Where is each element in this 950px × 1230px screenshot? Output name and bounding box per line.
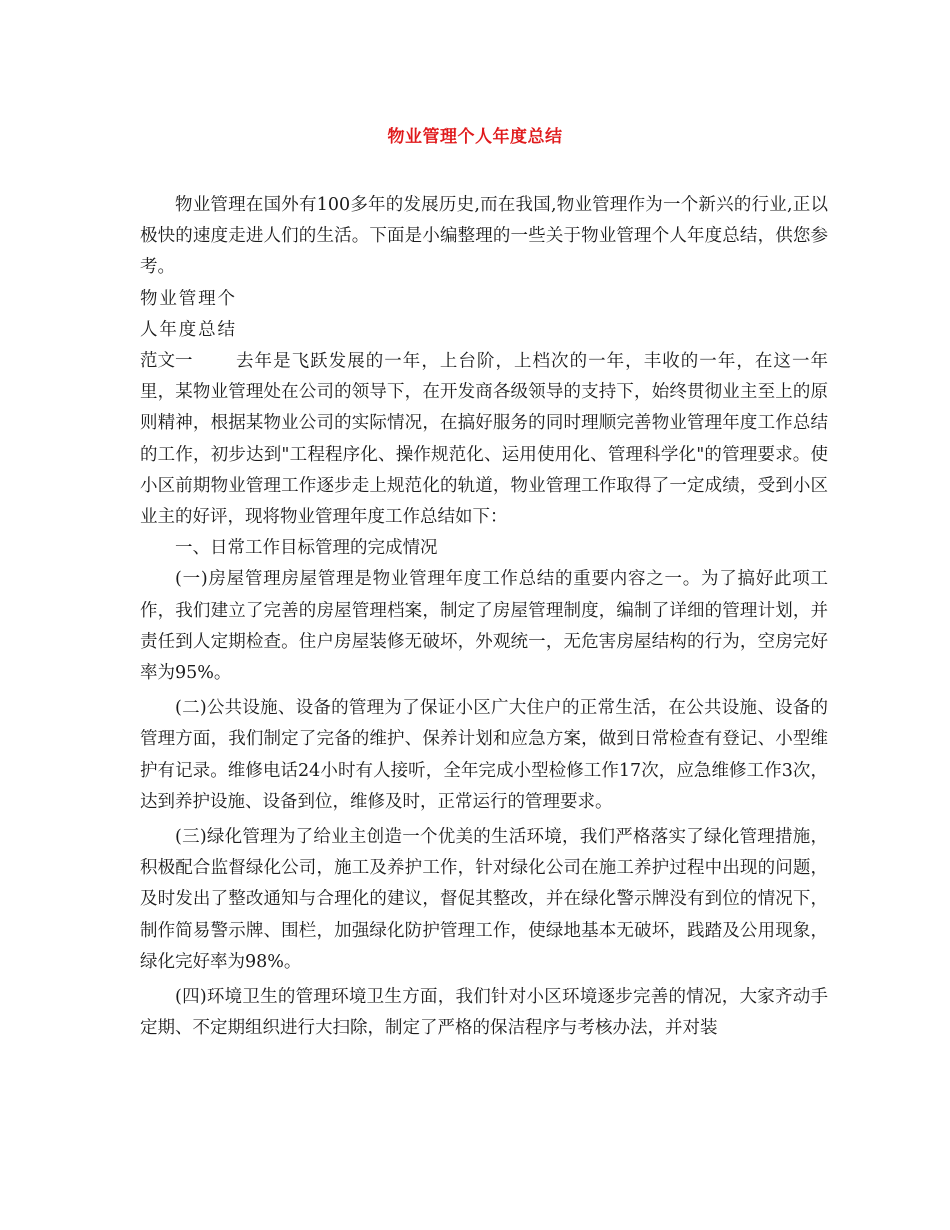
document-title: 物业管理个人年度总结 bbox=[387, 127, 563, 147]
item-paragraph-3: (三)绿化管理为了给业主创造一个优美的生活环境，我们严格落实了绿化管理措施，积极配合监督绿化公司，施工及养护工作，针对绿化公司在施工养护过程中出现的问题，及时发出了整改通知与合理化的建议，督促其整改，并在绿化警示牌没有到位的情况下，制作简易警示牌、围栏，加强绿化防护管理工作，使绿地基本无破坏，践踏及公用现象，绿化完好率为98%。 bbox=[140, 827, 828, 972]
item-paragraph-4: (四)环境卫生的管理环境卫生方面，我们针对小区环境逐步完善的情况，大家齐动手定期、不定期组织进行大扫除，制定了严格的保洁程序与考核办法，并对装 bbox=[140, 987, 828, 1039]
sample-heading: 物业管理个人年度总结范文一 bbox=[140, 288, 235, 372]
intro-paragraph: 物业管理在国外有100多年的发展历史,而在我国,物业管理作为一个新兴的行业,正以极快的速度走进人们的生活。下面是小编整理的一些关于物业管理个人年度总结，供您参考。 bbox=[140, 195, 828, 278]
sample-paragraph bbox=[140, 284, 828, 534]
item-paragraph-2: (二)公共设施、设备的管理为了保证小区广大住户的正常生活，在公共设施、设备的管理方面，我们制定了完备的维护、保养计划和应急方案，做到日常检查有登记、小型维护有记录。维修电话24小时有人接听，全年完成小型检修工作17次，应急维修工作3次，达到养护设施、设备到位，维修及时，正常运行的管理要求。 bbox=[140, 698, 828, 812]
sample-opening-text: 去年是飞跃发展的一年，上台阶，上档次的一年，丰收的一年，在这一年里，某物业管理处在公司的领导下，在开发商各级领导的支持下，始终贯彻业主至上的原则精神，根据某物业公司的实际情况，在搞好服务的同时理顺完善物业管理年度工作总结的工作，初步达到"工程程序化、操作规范化、运用使用化、管理科学化"的管理要求。使小区前期物业管理工作逐步走上规范化的轨道，物业管理工作取得了一定成绩，受到小区业主的好评，现将物业管理年度工作总结如下： bbox=[140, 351, 828, 528]
document-body bbox=[140, 190, 828, 1044]
item-paragraph-1: (一)房屋管理房屋管理是物业管理年度工作总结的重要内容之一。为了搞好此项工作，我们建立了完善的房屋管理档案，制定了房屋管理制度，编制了详细的管理计划，并责任到人定期检查。住户房屋装修无破坏，外观统一，无危害房屋结构的行为，空房完好率为95%。 bbox=[140, 569, 828, 684]
section-heading-1: 一、日常工作目标管理的完成情况 bbox=[175, 538, 438, 559]
